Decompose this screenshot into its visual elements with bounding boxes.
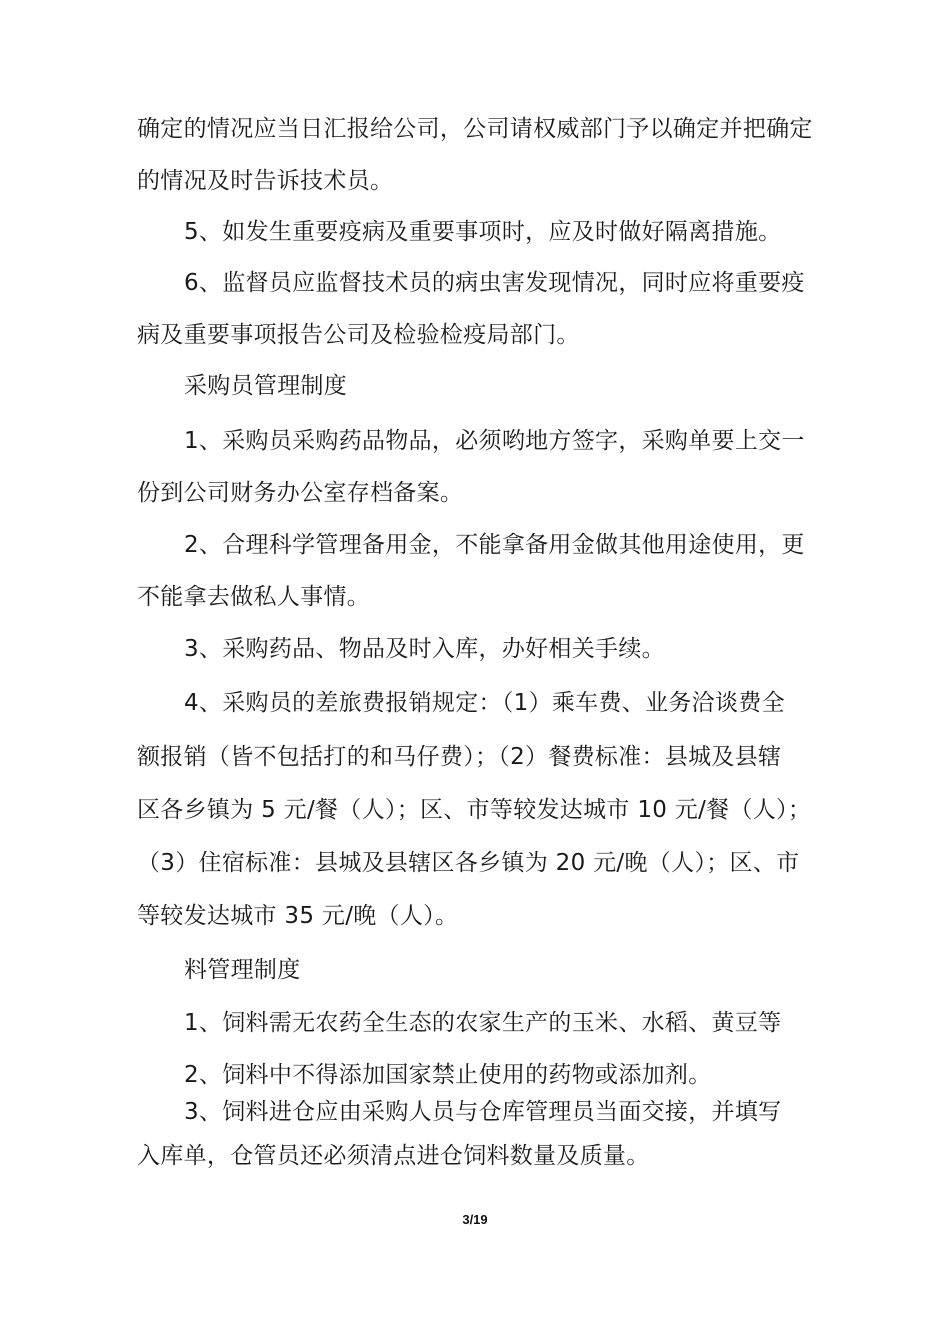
text-line: 等较发达城市 35 元/晚（人）。 bbox=[137, 903, 459, 929]
text-line: 确定的情况应当日汇报给公司，公司请权威部门予以确定并把确定 bbox=[137, 116, 813, 142]
text-line: 区各乡镇为 5 元/餐（人）；区、市等较发达城市 10 元/餐（人）； bbox=[137, 797, 812, 823]
text-line: 6、监督员应监督技术员的病虫害发现情况，同时应将重要疫 bbox=[184, 270, 805, 296]
text-line: 病及重要事项报告公司及检验检疫局部门。 bbox=[137, 322, 580, 348]
section-heading: 料管理制度 bbox=[184, 957, 301, 983]
text-line: 2、合理科学管理备用金，不能拿备用金做其他用途使用，更 bbox=[184, 532, 805, 558]
text-line: 额报销（皆不包括打的和马仔费）；（2）餐费标准：县城及县辖 bbox=[137, 744, 782, 770]
text-line: 不能拿去做私人事情。 bbox=[137, 584, 370, 610]
section-heading: 采购员管理制度 bbox=[184, 373, 348, 399]
text-line: 5、如发生重要疫病及重要事项时，应及时做好隔离措施。 bbox=[184, 219, 782, 245]
text-line: 入库单，仓管员还必须清点进仓饲料数量及质量。 bbox=[137, 1143, 650, 1169]
text-line: 的情况及时告诉技术员。 bbox=[137, 168, 394, 194]
text-line: 1、饲料需无农药全生态的农家生产的玉米、水稻、黄豆等 bbox=[184, 1010, 782, 1036]
text-line: 1、采购员采购药品物品，必须哟地方签字，采购单要上交一 bbox=[184, 428, 805, 454]
text-line: 2、饲料中不得添加国家禁止使用的药物或添加剂。 bbox=[184, 1062, 712, 1088]
page-number: 3/19 bbox=[462, 1212, 488, 1227]
text-line: 份到公司财务办公室存档备案。 bbox=[137, 480, 464, 506]
text-line: 3、采购药品、物品及时入库，办好相关手续。 bbox=[184, 636, 665, 662]
text-line: （3）住宿标准：县城及县辖区各乡镇为 20 元/晚（人）；区、市 bbox=[137, 850, 800, 876]
text-line: 3、饲料进仓应由采购人员与仓库管理员当面交接，并填写 bbox=[184, 1099, 782, 1125]
text-line: 4、采购员的差旅费报销规定：（1）乘车费、业务洽谈费全 bbox=[184, 690, 785, 716]
